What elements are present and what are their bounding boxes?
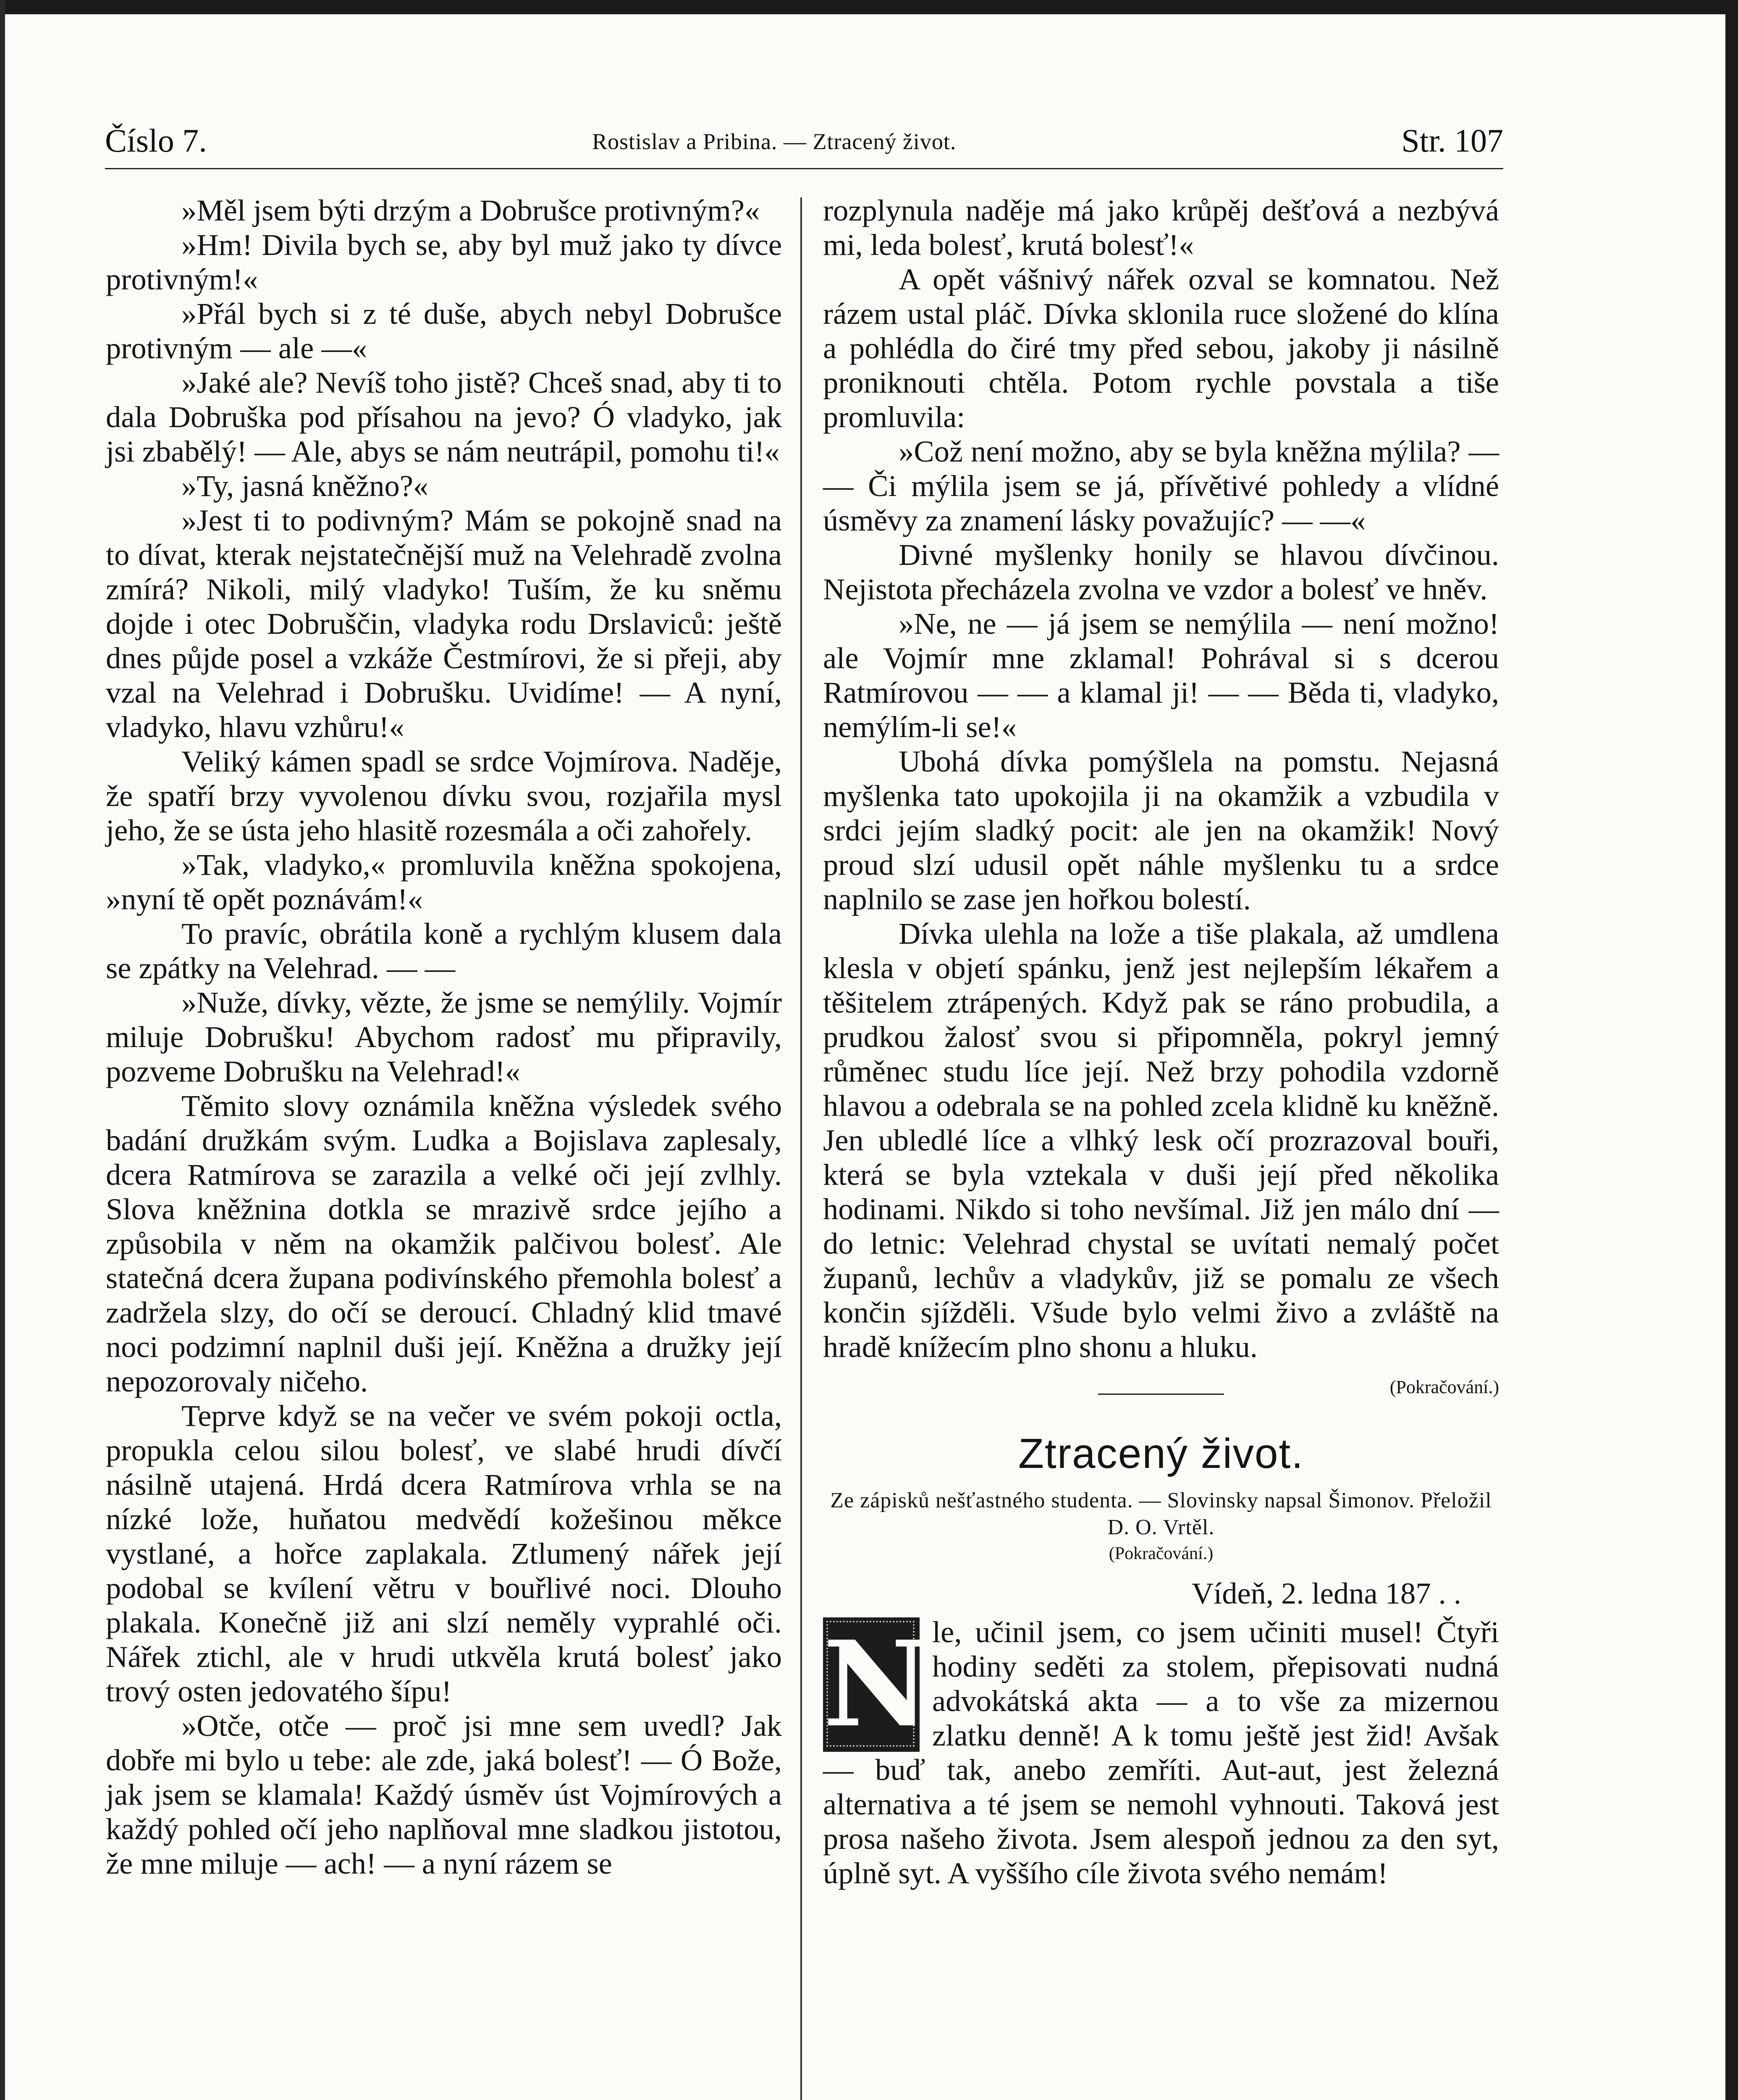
dropcap-ornament — [823, 1615, 931, 1754]
scan-edge-top — [0, 0, 1738, 14]
paragraph: Veliký kámen spadl se srdce Vojmírova. Naděje, že spatří brzy vyvolenou dívku svou, rozjařila mysl jeho, že se ústa jeho hlasitě rozesmála a oči zahořely. — [106, 744, 782, 847]
paragraph: »Ne, ne — já jsem se nemýlila — není možno! ale Vojmír mne zklamal! Pohrával si s dcerou Ratmírovou — — a klamal ji! — — Běda ti, vladyko, nemýlím-li se!« — [823, 606, 1499, 744]
scan-edge-right — [1725, 0, 1738, 2100]
paragraph: Divné myšlenky honily se hlavou dívčinou. Nejistota přecházela zvolna ve vzdor a bolesť ve hněv. — [823, 538, 1499, 606]
dropcap-letter: N — [823, 1615, 931, 1754]
paragraph: rozplynula naděje má jako krůpěj dešťová a nezbývá mi, leda bolesť, krutá bolesť!« — [823, 193, 1499, 262]
story-continued-note: (Pokračování.) — [1109, 1544, 1214, 1563]
left-column — [106, 193, 782, 1881]
paragraph: »Jaké ale? Nevíš toho jistě? Chceš snad, aby ti to dala Dobruška pod přísahou na jevo? Ó vladyko, jak jsi zbabělý! — Ale, abys se nám neutrápil, pomohu ti!« — [106, 365, 782, 468]
story-title: Ztracený život. — [1018, 1430, 1304, 1477]
running-header — [105, 113, 1503, 168]
paragraph: »Otče, otče — proč jsi mne sem uvedl? Jak dobře mi bylo u tebe: ale zde, jaká bolesť! — Ó Bože, jak jsem se klamala! Každý úsměv úst Vojmírových a každý pohled očí jeho naplňoval mne sladkou jistotou, že mne miluje — ach! — a nyní rázem se — [106, 1709, 782, 1880]
paragraph: Těmito slovy oznámila kněžna výsledek svého badání družkám svým. Ludka a Bojislava zaplesaly, dcera Ratmírova se zarazila a velké oči její zvlhly. Slova kněžnina dotkla se mrazivě srdce jejího a způsobila v něm na okamžik palčivou bolesť. Ale statečná dcera župana podivínského přemohla bolesť a zadržela slzy, do očí se deroucí. Chladný klid tmavé noci podzimní naplnil duši její. Kněžna a družky její nepozorovaly ničeho. — [106, 1089, 782, 1398]
paragraph: »Tak, vladyko,« promluvila kněžna spokojena, »nyní tě opět poznávám!« — [106, 848, 782, 916]
paragraph: Ubohá dívka pomýšlela na pomstu. Nejasná myšlenka tato upokojila ji na okamžik a vzbudila v srdci jejím sladký pocit: ale jen na okamžik! Nový proud slzí udusil opět náhle myšlenku tu a srdce naplnilo se zase jen hořkou bolestí. — [823, 744, 1499, 916]
story-opening-text: le, učinil jsem, co jsem učiniti musel! Čtyři hodiny seděti za stolem, přepisovati nudná advokátská akta — a to vše za mizernou zlatku denně! A k tomu ještě jest žid! Avšak — buď tak, anebo zemříti. Aut-aut, jest železná alternativa a té jsem se nemohl vyhnouti. Taková jest prosa našeho života. Jsem alespoň jednou za den syt, úplně syt. A vyššího cíle života svého nemám! — [823, 1615, 1499, 1890]
header-rule — [105, 168, 1503, 169]
paragraph: »Což není možno, aby se byla kněžna mýlila? — — Či mýlila jsem se já, přívětivé pohledy a vlídné úsměvy za znamení lásky považujíc? — —« — [823, 434, 1499, 537]
paragraph: »Ty, jasná kněžno?« — [181, 469, 429, 503]
section-rule — [1098, 1394, 1224, 1395]
story-subtitle: Ze zápisků nešťastného studenta. — Slovinsky napsal Šimonov. Přeložil D. O. Vrtěl. — [830, 1488, 1492, 1539]
right-column — [823, 193, 1499, 1890]
story-opening — [823, 1615, 1499, 1890]
column-divider — [800, 197, 802, 2100]
paragraph: »Nuže, dívky, vězte, že jsme se nemýlily. Vojmír miluje Dobrušku! Abychom radosť mu připravily, pozveme Dobrušku na Velehrad!« — [106, 985, 782, 1088]
paragraph: A opět vášnivý nářek ozval se komnatou. Než rázem ustal pláč. Dívka sklonila ruce složené do klína a pohlédla do čiré tmy před sebou, jakoby ji násilně proniknouti chtěla. Potom rychle povstala a tiše promluvila: — [823, 262, 1499, 434]
date-line: Vídeň, 2. ledna 187 . . — [1191, 1576, 1461, 1610]
scan-edge-left — [0, 0, 5, 2100]
paragraph: To pravíc, obrátila koně a rychlým klusem dala se zpátky na Velehrad. — — — [106, 916, 782, 985]
page-number: Str. 107 — [1401, 122, 1503, 159]
continued-note: (Pokračování.) — [1389, 1377, 1499, 1397]
running-title: Rostislav a Pribina. — Ztracený život. — [592, 129, 957, 154]
paragraph: »Měl jsem býti drzým a Dobrušce protivným?« — [181, 193, 760, 227]
paragraph: »Hm! Divila bych se, aby byl muž jako ty dívce protivným!« — [106, 228, 782, 296]
issue-number: Číslo 7. — [105, 122, 207, 159]
paragraph: »Přál bych si z té duše, abych nebyl Dobrušce protivným — ale —« — [106, 297, 782, 365]
paragraph: Dívka ulehla na lože a tiše plakala, až umdlena klesla v objetí spánku, jenž jest nejlepším lékařem a těšitelem ztrápených. Když pak se ráno probudila, a prudkou žalosť svou si připomněla, pokryl jemný růměnec studu líce její. Než brzy pohodila vzdorně hlavou a odebrala se na pohled zcela klidně ku kněžně. Jen ubledlé líce a vlhký lesk očí prozrazoval bouři, která se byla vztekala v duši její před několika hodinami. Nikdo si toho nevšímal. Již jen málo dní — do letnic: Velehrad chystal se uvítati nemalý počet županů, lechův a vladykův, již se pomalu ze všech končin sjížděli. Všude bylo velmi živo a zvláště na hradě knížecím plno shonu a hluku. — [823, 916, 1499, 1364]
paragraph: »Jest ti to podivným? Mám se pokojně snad na to dívat, kterak nejstatečnější muž na Velehradě zvolna zmírá? Nikoli, milý vladyko! Tuším, že ku sněmu dojde i otec Dobruščin, vladyka rodu Drslaviců: ještě dnes půjde posel a vzkáže Čestmírovi, že si přeji, aby vzal na Velehrad i Dobrušku. Uvidíme! — A nyní, vladyko, hlavu vzhůru!« — [106, 503, 782, 744]
paragraph: Teprve když se na večer ve svém pokoji octla, propukla celou silou bolesť, ve slabé hrudi dívčí násilně utajená. Hrdá dcera Ratmírova vrhla se na nízké lože, huňatou medvědí kožešinou měkce vystlané, a hořce zaplakala. Ztlumený nářek její podobal se kvílení větru v bouřlivé noci. Dlouho plakala. Konečně již ani slzí neměly vyprahlé oči. Nářek ztichl, ale v hrudi utkvěla krutá bolesť jako trový osten jedovatého šípu! — [106, 1399, 782, 1708]
